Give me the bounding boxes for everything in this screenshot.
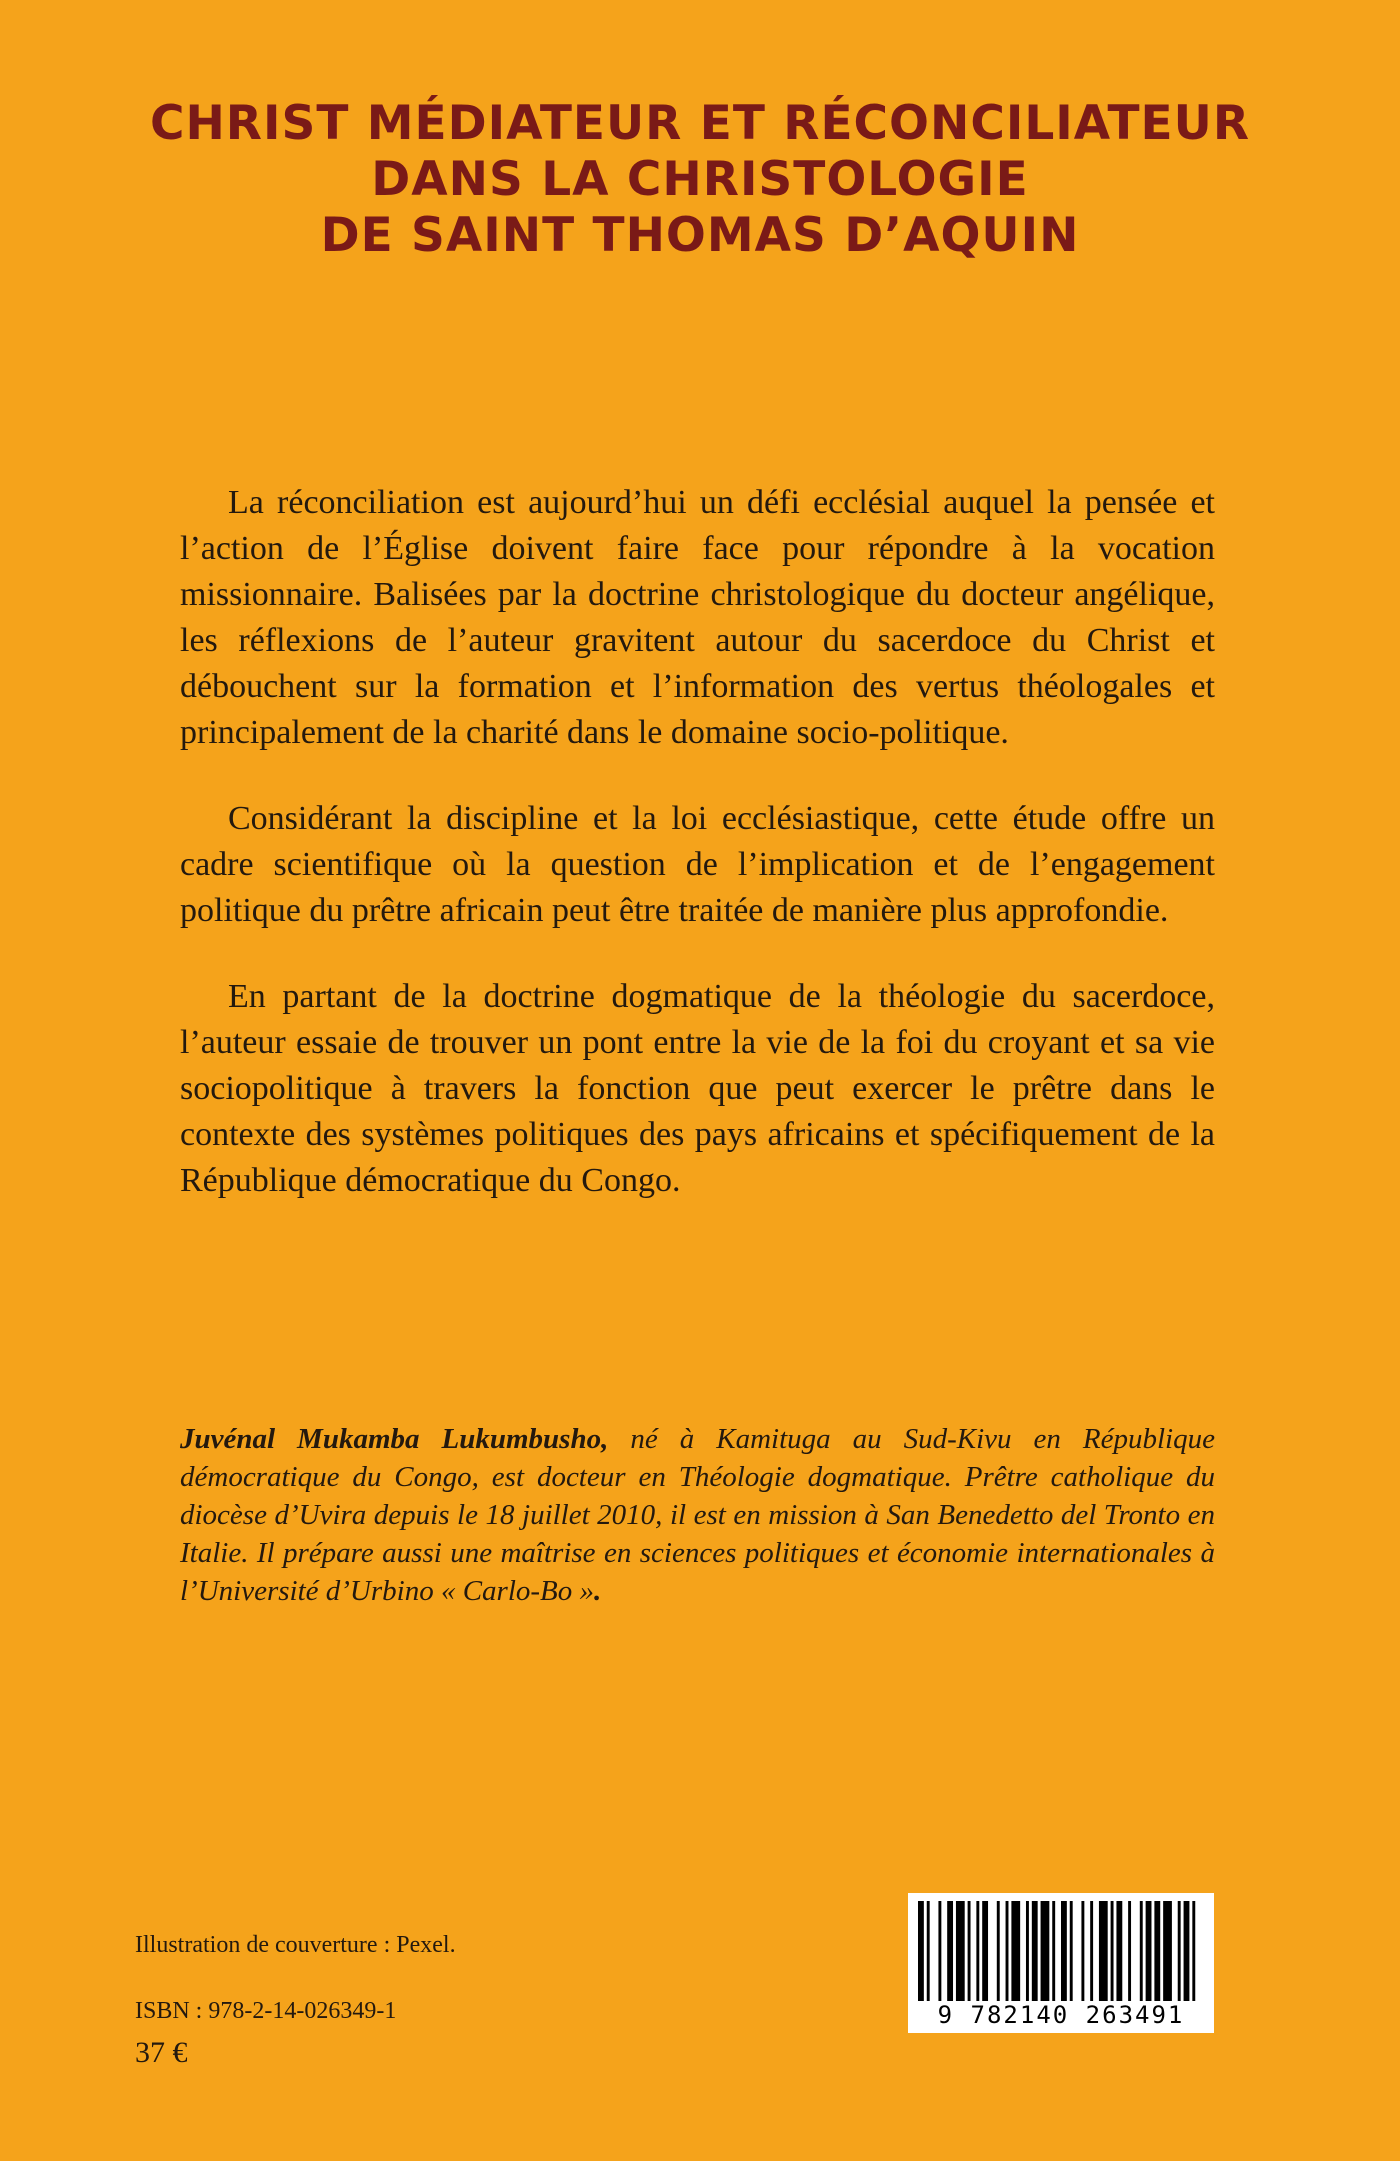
- barcode-bar: [1006, 1901, 1009, 2001]
- barcode-bar: [1116, 1901, 1122, 2001]
- isbn: ISBN : 978-2-14-026349-1: [135, 1998, 397, 2024]
- barcode-bar: [956, 1901, 965, 2001]
- barcode-bar: [1111, 1901, 1114, 2001]
- barcode: [908, 1893, 1214, 2033]
- barcode-bar: [938, 1901, 941, 2001]
- barcode-bar: [1178, 1901, 1181, 2001]
- barcode-bar: [1070, 1901, 1073, 2001]
- barcode-bar: [1090, 1901, 1093, 2001]
- barcode-bar: [982, 1901, 988, 2001]
- barcode-bar: [997, 1901, 1000, 2001]
- book-title: [0, 96, 1400, 264]
- title-line-1: CHRIST MÉDIATEUR ET RÉCONCILIATEUR: [149, 96, 1251, 151]
- barcode-digits: 9 782140 263491: [937, 2001, 1185, 2029]
- author-bio: [180, 1420, 1215, 1610]
- barcode-bar: [1099, 1901, 1108, 2001]
- barcode-bar: [1081, 1901, 1084, 2001]
- barcode-bar: [1163, 1901, 1172, 2001]
- barcode-bar: [1192, 1901, 1195, 2001]
- blurb-paragraph-1: La réconciliation est aujourd’hui un défi ecclésial auquel la pensée et l’action de l’Église doivent faire face pour répondre à la vocation missionnaire. Balisées par la doctrine christologique du docteur angélique, les réflexions de l’auteur gravitent autour du sacerdoce du Christ et débouchent sur la formation et l’information des vertus théologales et principalement de la charité dans le domaine socio-politique.: [180, 484, 1215, 751]
- barcode-bar: [1146, 1901, 1152, 2001]
- barcode-bar: [1032, 1901, 1038, 2001]
- barcode-bar: [1140, 1901, 1143, 2001]
- price: 37 €: [135, 2036, 188, 2069]
- barcode-bar: [1184, 1901, 1190, 2001]
- barcode-bar: [918, 1901, 924, 2001]
- barcode-bar: [927, 1901, 930, 2001]
- barcode-bar: [1128, 1901, 1131, 2001]
- barcode-bar: [1061, 1901, 1067, 2001]
- barcode-bar: [1011, 1901, 1020, 2001]
- barcode-bar: [1026, 1901, 1029, 2001]
- author-bio-end: .: [594, 1575, 602, 1607]
- author-name: Juvénal Mukamba Lukumbusho,: [180, 1423, 609, 1455]
- barcode-bar: [968, 1901, 971, 2001]
- blurb: [180, 480, 1215, 1244]
- blurb-paragraph-3: En partant de la doctrine dogmatique de la théologie du sacerdoce, l’auteur essaie de trouver un pont entre la vie de la foi du croyant et sa vie sociopolitique à travers la fonction que peut exercer le prêtre dans le contexte des systèmes politiques des pays africains et spécifiquement de la République démocratique du Congo.: [180, 978, 1215, 1199]
- title-line-2: DANS LA CHRISTOLOGIE: [371, 152, 1029, 207]
- cover-credit: Illustration de couverture : Pexel.: [135, 1932, 456, 1958]
- barcode-bar: [1154, 1901, 1160, 2001]
- author-bio-text: né à Kamituga au Sud-Kivu en République démocratique du Congo, est docteur en Théologie dogmatique. Prêtre catholique du diocèse d’Uvira depuis le 18 juillet 2010, il est en mission à San Benedetto del Tronto en Italie. Il prépare aussi une maîtrise en sciences politiques et économie internationales à l’Université d’Urbino « Carlo-Bo »: [180, 1423, 1215, 1607]
- barcode-bar: [1041, 1901, 1050, 2001]
- barcode-bar: [1052, 1901, 1055, 2001]
- barcode-bar: [976, 1901, 979, 2001]
- blurb-paragraph-2: Considérant la discipline et la loi ecclésiastique, cette étude offre un cadre scientifique où la question de l’implication et de l’engagement politique du prêtre africain peut être traitée de manière plus approfondie.: [180, 800, 1215, 929]
- barcode-bar: [947, 1901, 953, 2001]
- barcode-bars: [918, 1901, 1204, 2001]
- title-line-3: DE SAINT THOMAS D’AQUIN: [320, 208, 1080, 263]
